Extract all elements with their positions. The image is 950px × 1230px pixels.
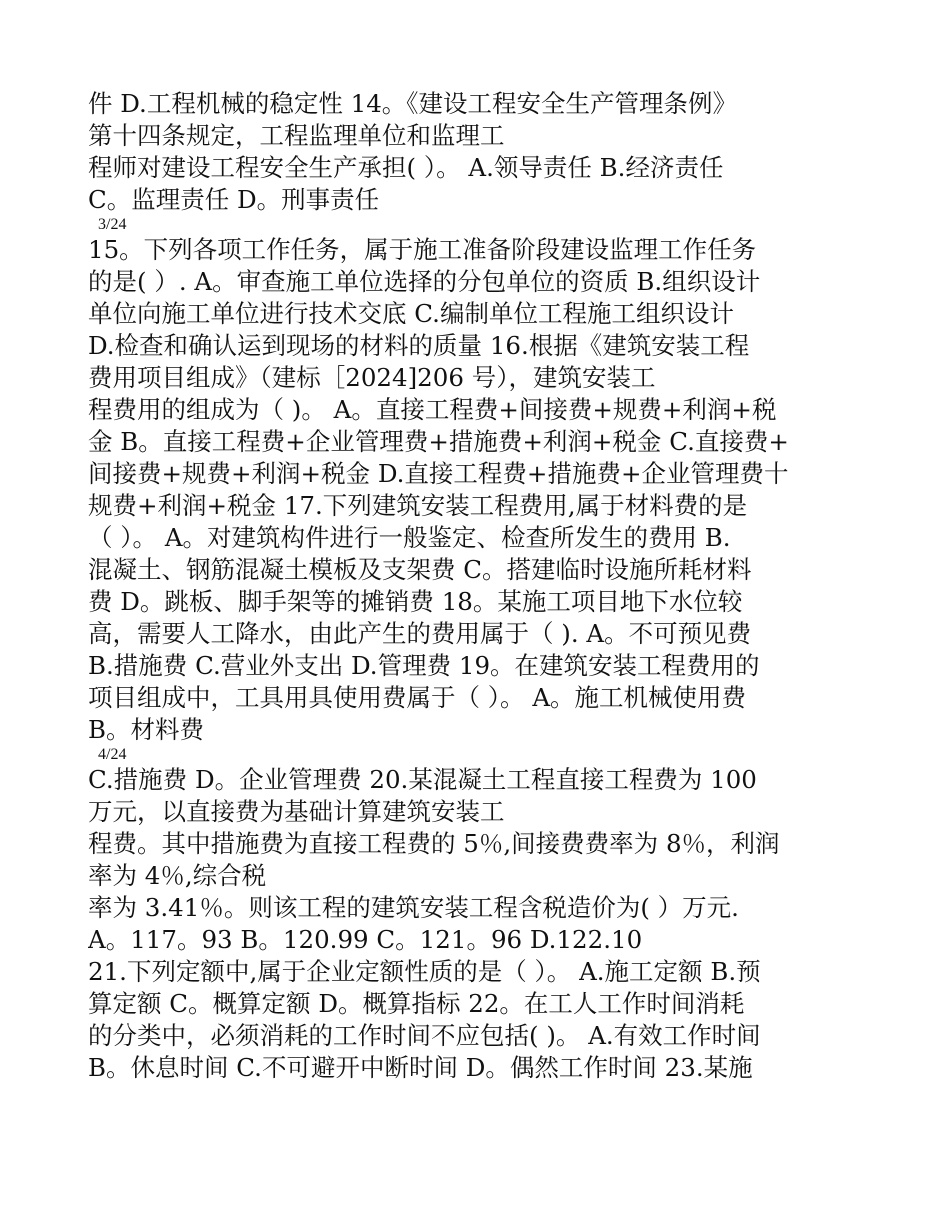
- text-line: 规费+利润+税金 17.下列建筑安装工程费用,属于材料费的是: [88, 491, 748, 520]
- text-line: 万元，以直接费为基础计算建筑安装工: [88, 797, 505, 826]
- text-line: 费 D。跳板、脚手架等的摊销费 18。某施工项目地下水位较: [88, 587, 743, 616]
- text-line: 金 B。直接工程费+企业管理费+措施费+利润+税金 C.直接费+: [88, 427, 789, 456]
- text-line: B。材料费: [88, 715, 205, 744]
- text-line: 件 D.工程机械的稳定性 14。《建设工程安全生产管理条例》: [88, 89, 738, 118]
- page-number: 4/24: [98, 746, 127, 763]
- text-line: B.措施费 C.营业外支出 D.管理费 19。在建筑安装工程费用的: [88, 651, 760, 680]
- text-line: 第十四条规定，工程监理单位和监理工: [88, 121, 505, 150]
- text-line: C。监理责任 D。刑事责任: [88, 185, 380, 214]
- text-line: 高，需要人工降水，由此产生的费用属于（ ). A。不可预见费: [88, 619, 752, 648]
- text-line: 程费用的组成为（ )。 A。直接工程费+间接费+规费+利润+税: [88, 395, 777, 424]
- page-number: 3/24: [98, 216, 127, 233]
- text-line: 程费。其中措施费为直接工程费的 5％,间接费费率为 8％，利润: [88, 829, 780, 858]
- text-line: 的分类中，必须消耗的工作时间不应包括( )。 A.有效工作时间: [88, 1021, 761, 1050]
- text-line: 的是( ）. A。审查施工单位选择的分包单位的资质 B.组织设计: [88, 267, 761, 296]
- text-line: 率为 3.41％。则该工程的建筑安装工程含税造价为( ）万元.: [88, 893, 739, 922]
- text-line: 率为 4％,综合税: [88, 861, 267, 890]
- text-line: 程师对建设工程安全生产承担( ）。 A.领导责任 B.经济责任: [88, 153, 724, 182]
- text-line: 间接费+规费+利润+税金 D.直接工程费+措施费+企业管理费十: [88, 459, 789, 488]
- text-line: B。休息时间 C.不可避开中断时间 D。偶然工作时间 23.某施: [88, 1053, 753, 1082]
- text-line: 混凝土、钢筋混凝土模板及支架费 C。搭建临时设施所耗材料: [88, 555, 752, 584]
- text-line: D.检查和确认运到现场的材料的质量 16.根据《建筑安装工程: [88, 331, 750, 360]
- text-line: A。117。93 B。120.99 C。121。96 D.122.10: [88, 925, 643, 954]
- text-line: C.措施费 D。企业管理费 20.某混凝土工程直接工程费为 100: [88, 765, 757, 794]
- text-line: 15。下列各项工作任务，属于施工准备阶段建设监理工作任务: [88, 235, 757, 264]
- text-line: 21.下列定额中,属于企业定额性质的是（ ）。 A.施工定额 B.预: [88, 957, 761, 986]
- document-text-body: [88, 88, 868, 1084]
- text-line: 费用项目组成》（建标［2024]206 号），建筑安装工: [88, 363, 656, 392]
- text-line: （ ）。 A。对建筑构件进行一般鉴定、检查所发生的费用 B.: [88, 523, 731, 552]
- text-line: 单位向施工单位进行技术交底 C.编制单位工程施工组织设计: [88, 299, 734, 328]
- text-line: 算定额 C。概算定额 D。概算指标 22。在工人工作时间消耗: [88, 989, 745, 1018]
- text-line: 项目组成中，工具用具使用费属于（ ）。 A。施工机械使用费: [88, 683, 747, 712]
